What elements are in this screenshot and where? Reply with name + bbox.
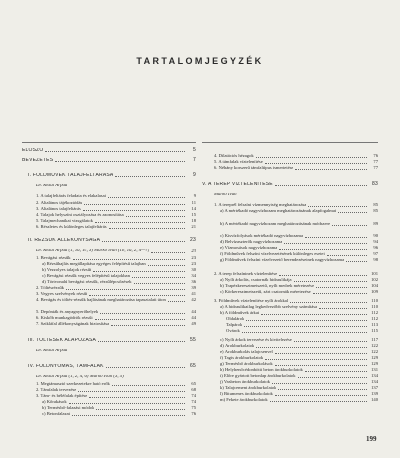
dot-leader [284,243,367,244]
toc-entry-page: 68 [191,387,196,392]
toc-entry-page: 89 [373,221,378,226]
toc-entry-page: 23 [190,237,196,243]
toc-entry [36,382,196,387]
dot-leader [95,319,185,320]
toc-entry-title: IV. FÖLDNYOMÁS, TÁMFALAK [28,364,104,369]
toc-entry-title: 2. Töltésrézsűk [36,286,64,290]
dot-leader [242,332,367,333]
page-number: 199 [366,435,377,443]
toc-entry [42,412,196,417]
toc-entry [220,290,378,295]
toc-entry [42,274,196,279]
toc-entry [220,386,378,391]
toc-entry [220,305,378,310]
dot-leader [96,409,185,410]
toc-entry-page: 55 [190,337,196,343]
toc-entry-page: 77 [373,165,378,170]
toc-entry [220,284,378,289]
toc-entry-title: 4. Dilatációs hézagok [214,154,254,158]
toc-entry-title: 5. Talajmechanikai vizsgálatok [36,219,93,223]
toc-entry [220,258,378,263]
toc-entry-title: 7. Szikláfal állékonyságának biztosítása [36,322,110,326]
dot-leader [151,252,185,253]
toc-entry-title: h) Helyhenőcédonbötti beton árokburkolatok [220,368,303,372]
toc-entry-page: 98 [373,257,378,262]
toc-entry-title: b) A földművek árkai [220,311,260,315]
toc-entry-title: 1. Bevágási rézsűk [36,256,71,260]
toc-entry-title: f) Földművek felszíni vízelvezetésének különleges esetei [220,252,325,256]
toc-entry-title: Markó Iván [214,193,237,197]
dot-leader [55,161,185,162]
toc-entry-title: III. TÖLTÉSEK ALAPOZÁSA [28,338,97,343]
toc-entry-title: a) A hidraulikailag legkedvezőbb szelvény számítása [220,305,318,309]
dot-leader [69,403,185,404]
toc-section-heading [22,148,196,153]
toc-entry-title: 3. Tám- és béléfalak építése [36,394,88,398]
toc-entry-page: 129 [371,355,378,360]
toc-entry [220,246,378,251]
toc-entry [220,368,378,373]
toc-entry-title: 2. Általános tájékoztódás [36,201,83,205]
dot-leader [275,395,367,396]
toc-entry-title: 6. Néhány korszerű támfaltípus ismertetése [214,166,294,170]
toc-entry-title: 2. Támfalak tervezése [36,388,77,392]
dot-leader [327,255,367,256]
toc-entry-page: 90 [373,233,378,238]
toc-author-line [36,184,196,189]
toc-entry-page: 7 [193,157,196,163]
toc-entry-page: 42 [191,297,196,302]
dot-leader [319,308,367,309]
toc-entry-page: 137 [371,385,378,390]
toc-entry-page: 109 [371,289,378,294]
toc-entry-title: g) Földművek felszíni vízelvezető berendezéseinek nagyvízhozama [220,258,345,262]
dot-leader [66,289,185,290]
toc-entry-page: 110 [371,298,378,303]
dot-leader [256,157,367,158]
toc-entry-title: i) Előre gyártott betonlap árokburkolatok [220,374,296,378]
toc-entry [220,344,378,349]
toc-entry [226,323,378,328]
toc-entry-page: 85 [373,202,378,207]
toc-entry-page: 96 [373,245,378,250]
toc-entry-page: 85 [373,208,378,213]
toc-entry-title: I. FÖLDMŰVEK TALAJFELTÁRÁSA [28,173,114,178]
dot-leader [78,391,185,392]
toc-entry-title: j) Vasbeton árokburkolatok [220,380,270,384]
toc-entry [36,194,196,199]
toc-entry [220,209,378,214]
dot-leader [246,320,367,321]
toc-entry-page: 134 [371,373,378,378]
toc-entry-page: 101 [371,271,378,276]
top-rule-left [22,142,196,143]
toc-entry-title: k) Talajcement árokburkolatok [220,386,277,390]
toc-entry [42,400,196,405]
toc-entry-page: 77 [373,159,378,164]
dot-leader [134,283,185,284]
toc-entry-page: 129 [371,361,378,366]
toc-entry [42,268,196,273]
dot-leader [295,169,367,170]
toc-entry-title: 6. Részletes és különleges talajfeltárás [36,225,107,229]
toc-entry-page: 18 [191,218,196,223]
toc-entry-page: 75 [191,405,196,410]
toc-entry-title: Talpárok [226,323,243,327]
toc-entry [220,398,378,403]
dot-leader [279,275,367,276]
toc-entry-page: 9 [193,193,196,198]
dot-leader [305,237,367,238]
toc-entry-title: e) Árokburkolás talajcsenvel [220,350,273,354]
dot-leader [256,347,367,348]
toc-entry-title: m) Fekete árokburkolatok [220,398,268,402]
toc-entry-title: e) Vízmosások nagyvízhozama [220,246,278,250]
toc-entry-page: 74 [191,393,196,398]
toc-entry [220,311,378,316]
dot-leader [98,341,185,342]
toc-section-heading [22,158,196,163]
toc-entry [36,388,196,393]
dot-leader [100,313,185,314]
toc-entry [220,392,378,397]
dot-leader [84,204,185,205]
toc-entry [36,256,196,261]
toc-entry [220,278,378,283]
toc-entry [226,329,378,334]
toc-entry-title: b) Termésbő-falazási módok [42,406,95,410]
dot-leader [270,401,367,402]
dot-leader [261,314,367,315]
toc-section-heading [28,238,196,243]
toc-entry-page: 104 [371,283,378,288]
toc-entry [36,322,196,327]
dot-leader [73,259,185,260]
toc-entry-title: l) Bitumenes árokburkolatok [220,392,273,396]
toc-entry-page: 83 [372,181,378,187]
toc-entry-title: 1. A talajfeltárás feladata és elakalasai [36,194,106,198]
toc-entry-title: Dr. Kézdi Árpád [36,184,68,188]
toc-entry [220,222,378,227]
dot-leader [275,353,367,354]
toc-entry-title: 3. Vegyes szelvények rézsűi [36,292,88,296]
toc-entry-page: 112 [371,316,378,321]
toc-entry [214,299,378,304]
dot-leader [275,365,367,366]
dot-leader [115,176,185,177]
dot-leader [294,341,367,342]
toc-entry-page: 5 [193,147,196,153]
toc-entry [226,317,378,322]
toc-entry-page: 110 [371,304,378,309]
toc-entry-page: 139 [371,391,378,396]
toc-entry [214,203,378,208]
top-rule-right [202,142,378,143]
toc-entry-title: ELŐSZÓ [22,148,44,153]
toc-entry-page: 94 [373,239,378,244]
toc-entry-title: 1. Megtámasztó szerkezetekre ható erők [36,382,110,386]
page-title: TARTALOMJEGYZÉK [136,56,264,66]
toc-entry-page: 115 [371,328,378,333]
dot-leader [265,163,367,164]
toc-entry-title: d) Belvízaszterők nagyvízhozama [220,240,283,244]
toc-entry-page: 113 [371,322,378,327]
dot-leader [244,326,367,327]
toc-entry [42,406,196,411]
dot-leader [95,222,185,223]
toc-entry-page: 140 [371,397,378,402]
toc-author-line [36,249,196,254]
toc-entry [214,154,378,159]
dot-leader [313,293,367,294]
toc-entry-title: V. A TEREP VÍZTELENÍTÉSE [202,182,273,187]
toc-section-heading [202,182,378,187]
toc-entry-page: 21 [191,224,196,229]
dot-leader [265,359,367,360]
toc-entry-title: Övárok [226,329,240,333]
dot-leader [132,277,185,278]
dot-leader [275,185,367,186]
toc-entry-page: 23 [191,248,196,254]
toc-entry [42,262,196,267]
toc-entry-title: Dr. Kézdi Árpád (1, 2, 4, 6) Markó Iván (3, 5) [36,375,124,379]
dot-leader [346,261,367,262]
toc-entry-page: 23 [191,261,196,266]
toc-entry-page: 49 [191,321,196,326]
dot-leader [106,367,185,368]
toc-entry-page: 134 [371,379,378,384]
toc-entry-title: Dr. Kézdi Árpád (1, 1a, 1c, 3) Markó Iván (1b, 1d, 2, 4—7) [36,249,150,253]
toc-entry-page: 23 [191,255,196,260]
toc-author-line [36,349,196,354]
toc-entry-page: 131 [371,367,378,372]
toc-entry-page: 117 [371,337,378,342]
toc-entry-title: 3. Földművek víztelenítése nyílt árokkal [214,299,289,303]
toc-entry-title: d) Árokburkolatok [220,344,255,348]
toc-entry-page: 122 [371,349,378,354]
dot-leader [332,225,367,226]
toc-entry-title: g) Termésbő árokburkolások [220,362,273,366]
toc-entry [220,338,378,343]
toc-entry-title: 4. Talajok helyszíni osztályozása és azonosítása [36,213,124,217]
toc-entry-page: 34 [191,273,196,278]
toc-entry [42,280,196,285]
toc-entry-title: c) Nyílt árkok tervezése és kivitelezése [220,338,292,342]
dot-leader [108,197,185,198]
toc-entry-page: 102 [371,277,378,282]
toc-entry-title: a) Kőrakások [42,400,67,404]
dot-leader [294,281,367,282]
toc-entry [220,240,378,245]
toc-entry-title: Dr. Kézdi Árpád [36,349,68,353]
toc-author-line [36,375,196,380]
toc-entry-page: 74 [191,399,196,404]
toc-entry-title: 3. Általános talajfeltárás [36,207,81,211]
dot-leader [272,383,367,384]
toc-entry-page: 44 [191,315,196,320]
dot-leader [45,151,185,152]
dot-leader [72,415,185,416]
toc-entry [220,350,378,355]
toc-entry-page: 44 [191,309,196,314]
toc-entry [220,252,378,257]
dot-leader [298,377,367,378]
toc-entry [36,394,196,399]
toc-entry-title: 5. A támfalak víztelenítése [214,160,263,164]
dot-leader [112,385,185,386]
toc-entry-page: 97 [373,251,378,256]
toc-entry [36,219,196,224]
dot-leader [111,325,185,326]
dot-leader [93,271,185,272]
toc-entry-title: b) Trapézkeresztmetszetű, nyílt medrek méretezése [220,284,315,288]
toc-section-heading [28,338,196,343]
toc-entry-page: 30 [191,267,196,272]
toc-entry [214,160,378,165]
toc-entry-title: BEVEZETÉS [22,158,54,163]
toc-entry-title: c) Kisvízfolyások mértékadó nagyvízhozama [220,234,304,238]
toc-entry-page: 9 [193,172,196,178]
dot-leader [316,287,367,288]
dot-leader [102,241,185,242]
toc-author-line [214,193,378,198]
toc-entry-title: d) Törtvonalú bevágási rézsűk, rézsűlépcsőzések [42,280,132,284]
dot-leader [89,295,185,296]
toc-entry [36,298,196,303]
toc-entry-page: 39 [191,285,196,290]
toc-entry-title: 5. Depóniák és anyagnyerőhelyek [36,310,99,314]
toc-section-heading [28,173,196,178]
toc-entry-title: c) Betonfalazat [42,412,70,416]
toc-entry [36,316,196,321]
toc-entry-title: a) Rézsűhajlás megállapítása egyéges felépítésű talajban [42,262,146,266]
toc-entry-title: b) Vezzolyes talajok rézsűi [42,268,92,272]
toc-entry-title: Oldalárok [226,317,245,321]
toc-section-heading [28,364,196,369]
dot-leader [168,301,185,302]
dot-leader [308,206,367,207]
toc-entry [214,272,378,277]
toc-entry-title: a) A mértékadó nagyvízhozam meghatározásának alapfogalmai [220,209,337,213]
dot-leader [89,397,185,398]
toc-entry-title: II. RÉZSŰK ÁLLÉKONYSÁGA [28,238,101,243]
toc-entry-page: 112 [371,310,378,315]
toc-entry-title: f) Tagis árokburkolatok [220,356,264,360]
toc-entry [36,213,196,218]
dot-leader [338,212,367,213]
toc-entry-page: 41 [191,291,196,296]
toc-entry [220,374,378,379]
dot-leader [305,371,367,372]
toc-entry-title: c) Körkeresztmetszetű, zárt csatornák méretezése [220,290,311,294]
toc-entry-page: 76 [191,411,196,416]
toc-entry [220,380,378,385]
toc-entry [36,286,196,291]
toc-entry-page: 14 [191,206,196,211]
toc-entry-title: 4. Bevágás és töltés-rézsűk hajlásának meghatározása tapasztalati úton [36,298,166,302]
toc-entry-title: 2. A terep felszíninek víztelenítése [214,272,278,276]
toc-entry-page: 122 [371,343,378,348]
toc-entry-title: 6. Kiskőb munkagödrök rézsűi [36,316,93,320]
toc-entry-page: 36 [191,279,196,284]
toc-entry [36,292,196,297]
dot-leader [148,265,185,266]
toc-entry-title: c) Bevágási rézsűk vegyes felépítésű talajokban [42,274,130,278]
toc-entry [220,234,378,239]
toc-entry-title: b) A mértékadó nagyvízhozam meghatározásának módszere [220,222,331,226]
toc-entry [36,225,196,230]
toc-entry-page: 15 [191,212,196,217]
toc-entry [36,207,196,212]
dot-leader [290,302,367,303]
toc-entry [220,362,378,367]
toc-entry [36,201,196,206]
dot-leader [126,216,185,217]
toc-entry [36,310,196,315]
toc-entry-title: a) Nyílt árkolás, csatornák hidraulikája [220,278,292,282]
toc-entry-page: 65 [190,363,196,369]
dot-leader [278,389,367,390]
dot-leader [109,228,185,229]
dot-leader [83,210,185,211]
toc-entry-page: 65 [191,381,196,386]
toc-entry [220,356,378,361]
toc-entry [214,166,378,171]
dot-leader [279,249,367,250]
toc-entry-page: 76 [373,153,378,158]
toc-entry-page: 11 [191,200,196,205]
toc-entry-title: 1. A tereprél felszíni vízmennyiség meghatározása [214,203,307,207]
